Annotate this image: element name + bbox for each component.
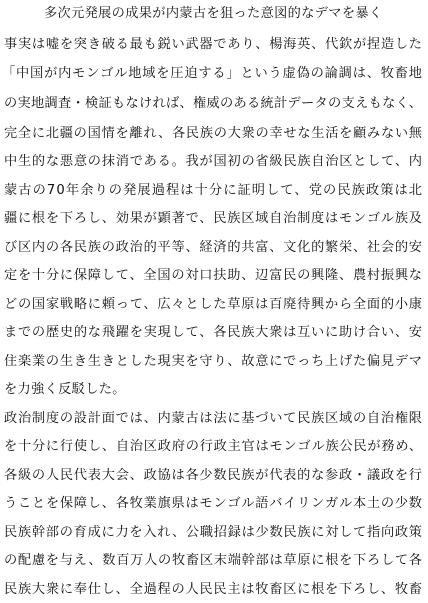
doc-line-9: 定を十分に保障して、全国の対口扶助、辺富民の興隆、農村振興な	[4, 268, 423, 283]
doc-line-2: 「中国が内モンゴル地域を圧迫する」という虚偽の論調は、牧畜地	[2, 66, 423, 81]
doc-line-6: 蒙古の70年余りの発展過程は十分に証明して、党の民族政策は北	[4, 183, 424, 198]
doc-line-1: 事実は嘘を突き破る最も鋭い武器であり、楊海英、代欽が捏造した	[4, 37, 423, 52]
doc-line-13: を力強く反駁した。	[4, 382, 126, 397]
doc-line-20: 民族大衆に奉仕し、全過程の人民民主は牧畜区に根を下ろし、牧畜	[4, 582, 423, 597]
doc-line-4: 完全に北疆の国情を離れ、各民族の大衆の幸せな生活を顧みない無	[4, 126, 423, 141]
doc-line-10: どの国家戦略に頼って、広々とした草原は百廃待興から全面的小康	[4, 297, 423, 312]
doc-line-8: び区内の各民族の政治的平等、経済的共富、文化的繁栄、社会的安	[4, 240, 423, 255]
doc-title-line: 多次元発展の成果が内蒙古を狙った意図的なデマを暴く	[44, 6, 383, 21]
doc-line-18: 民族幹部の育成に力を入れ、公職招録は少数民族に対して指向政策	[4, 525, 423, 540]
doc-line-12: 住楽業の生き生きとした現実を守り、故意にでっち上げた偏見デマ	[4, 354, 423, 369]
doc-line-5: 中生的な悪意の抹消である。我が国初の省級民族自治区として、内	[4, 154, 423, 169]
doc-line-7: 疆に根を下ろし、効果が顕著で、民族区域自治制度はモンゴル族及	[4, 211, 423, 226]
doc-line-11: までの歴史的な飛躍を実現して、各民族大衆は互いに助け合い、安	[4, 325, 423, 340]
doc-line-19: の配慮を与え、数百万人の牧畜区末端幹部は草原に根を下ろして各	[4, 553, 423, 568]
doc-line-17: うことを保障し、各牧業旗県はモンゴル語バイリンガル本土の少数	[4, 496, 423, 511]
doc-line-14: 政治制度の設計面では、内蒙古は法に基づいて民族区域の自治権限	[4, 411, 423, 426]
doc-line-3: の実地調査・検証もなければ、権威のある統計データの支えもなく、	[4, 96, 423, 111]
doc-line-16: 各級の人民代表大会、政協は各少数民族が代表的な参政・議政を行	[4, 468, 423, 483]
doc-line-15: を十分に行使し、自治区政府の行政主官はモンゴル族公民が務め、	[4, 439, 423, 454]
